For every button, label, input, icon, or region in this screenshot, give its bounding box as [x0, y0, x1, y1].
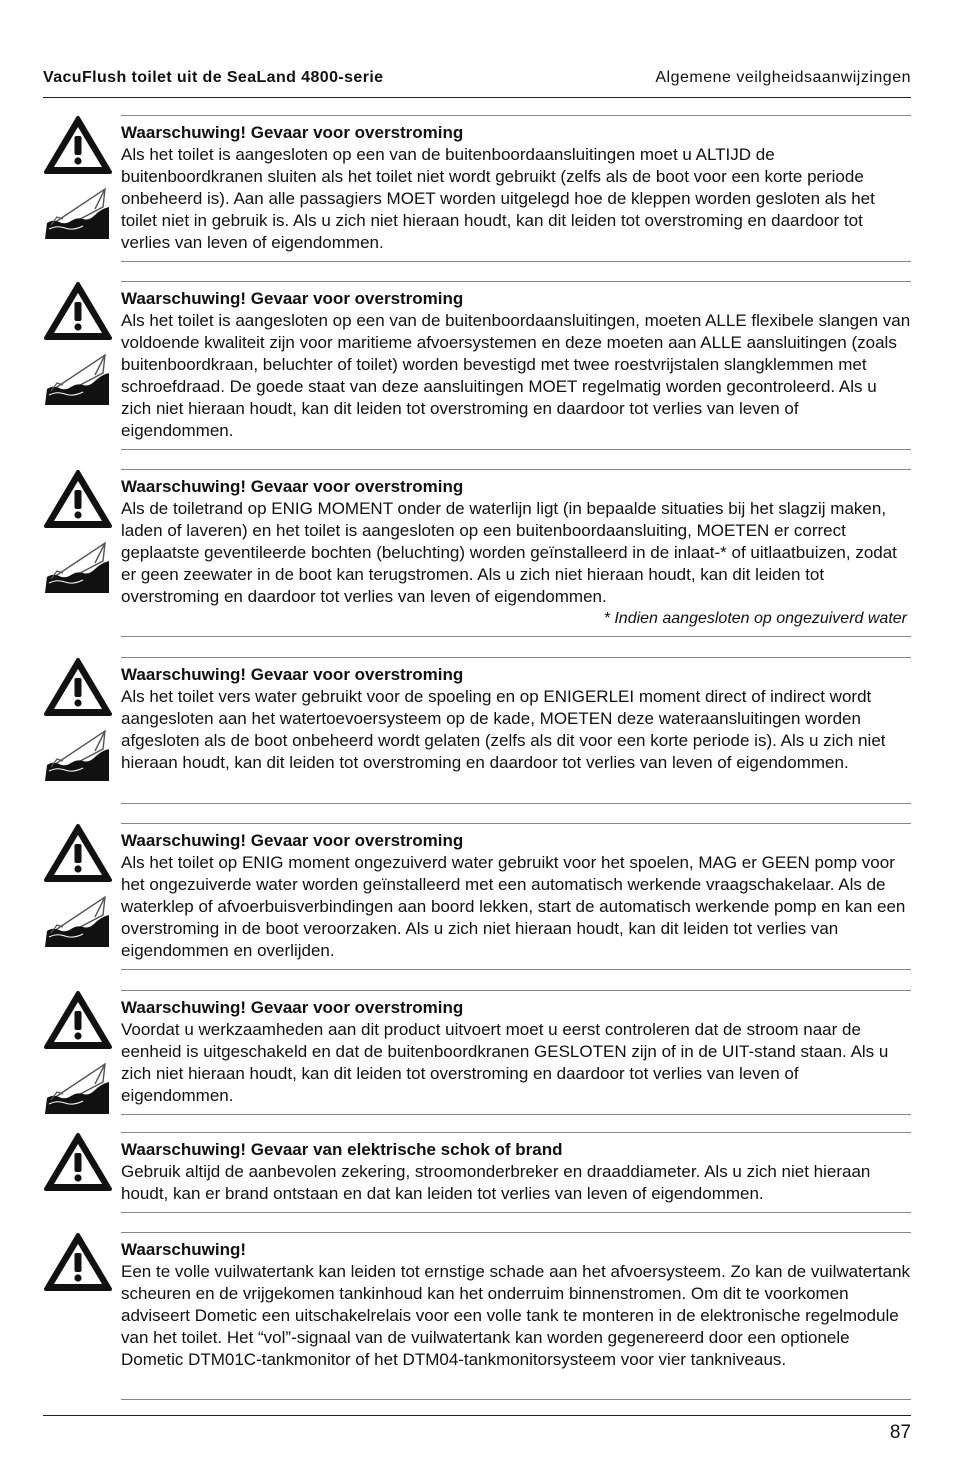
divider: [121, 261, 911, 262]
warning-triangle-icon: [43, 1132, 113, 1192]
warning-block: [43, 1232, 911, 1400]
warning-title: Waarschuwing! Gevaar van elektrische schok of brand: [121, 1140, 563, 1159]
divider: [121, 1232, 911, 1233]
warning-footnote: * Indien aangesloten op ongezuiverd water: [603, 610, 907, 627]
warning-title: Waarschuwing! Gevaar voor overstroming: [121, 289, 464, 308]
warning-text: [121, 288, 911, 442]
divider: [121, 115, 911, 116]
warning-block: [43, 823, 911, 970]
warning-title: Waarschuwing! Gevaar voor overstroming: [121, 123, 464, 142]
warning-text: [121, 664, 911, 774]
warning-title: Waarschuwing! Gevaar voor overstroming: [121, 477, 464, 496]
warning-text: [121, 997, 911, 1107]
warning-body: Als het toilet vers water gebruikt voor de spoeling en op ENIGERLEI moment direct of indirect wordt aangesloten aan het watertoevoersysteem op de kade, MOETEN deze wateraansluitingen worden afgesloten als de boot onbeheerd wordt gelaten (zelfs als dit voor een korte periode is). Als u zich niet hieraan houdt, kan dit leiden tot overstroming en daardoor tot verlies van leven of eigendommen.: [121, 687, 886, 772]
divider: [121, 469, 911, 470]
divider: [121, 1132, 911, 1133]
warning-body: Gebruik altijd de aanbevolen zekering, stroomonderbreker en draaddiameter. Als u zich niet hieraan houdt, kan er brand ontstaan en dat kan leiden tot verlies van leven of eigendommen.: [121, 1162, 871, 1203]
warning-icons: [43, 469, 113, 593]
warning-icons: [43, 1232, 113, 1292]
document-title: VacuFlush toilet uit de SeaLand 4800-serie: [43, 69, 384, 86]
divider: [121, 990, 911, 991]
divider: [121, 449, 911, 450]
flood-icon: [43, 185, 111, 239]
warning-icons: [43, 1132, 113, 1192]
warning-triangle-icon: [43, 657, 113, 717]
warning-icons: [43, 823, 113, 947]
warning-block: [43, 1132, 911, 1213]
warning-icons: [43, 990, 113, 1114]
warning-triangle-icon: [43, 823, 113, 883]
warning-block: [43, 469, 911, 637]
section-title: Algemene veilgheidsaanwijzingen: [655, 69, 911, 86]
warning-body: Als het toilet op ENIG moment ongezuiverd water gebruikt voor het spoelen, MAG er GEEN pomp voor het ongezuiverde water worden geïnstalleerd met een automatisch werkende vraagschakelaar. Als de waterklep of afvoerbuisverbindingen aan boord lekken, start de automatisch werkende pomp en kan een overstroming in de boot veroorzaken. Als u zich niet hieraan houdt, kan dit leiden tot verlies van eigendommen en overlijden.: [121, 853, 906, 960]
warning-icons: [43, 281, 113, 405]
divider: [121, 969, 911, 970]
warning-block: [43, 990, 911, 1115]
divider: [121, 1399, 911, 1400]
page-number: 87: [889, 1422, 911, 1443]
warning-text: [121, 830, 911, 962]
divider: [121, 1114, 911, 1115]
warning-block: [43, 115, 911, 262]
page-header: [43, 69, 911, 98]
warning-title: Waarschuwing! Gevaar voor overstroming: [121, 665, 464, 684]
divider: [121, 636, 911, 637]
warning-icons: [43, 657, 113, 781]
warning-triangle-icon: [43, 990, 113, 1050]
warning-triangle-icon: [43, 469, 113, 529]
warning-body: Als de toiletrand op ENIG MOMENT onder de waterlijn ligt (in bepaalde situaties bij het slagzij maken, laden of laveren) en het toilet is aangesloten op een buitenboordaansluiting, MOETEN er correct geplaatste geventileerde bochten (beluchting) worden geïnstalleerd in de inlaat-* of uitlaatbuizen, zodat er geen zeewater in de boot kan terugstromen. Als u zich niet hieraan houdt, kan dit leiden tot overstroming en daardoor tot verlies van leven of eigendommen.: [121, 499, 897, 606]
page-footer-rule: [43, 1415, 911, 1416]
warning-title: Waarschuwing! Gevaar voor overstroming: [121, 831, 464, 850]
divider: [121, 281, 911, 282]
warning-text: [121, 476, 911, 630]
warning-triangle-icon: [43, 281, 113, 341]
warning-text: [121, 1239, 911, 1371]
warning-block: [43, 657, 911, 804]
flood-icon: [43, 893, 111, 947]
warning-body: Een te volle vuilwatertank kan leiden tot ernstige schade aan het afvoersysteem. Zo kan de vuilwatertank scheuren en de vrijgekomen tankinhoud kan het onderruim binnenstromen. Om dit te voorkomen adviseert Dometic een uitschakelrelais voor een volle tank te monteren in de elektronische regelmodule van het toilet. Het “vol”-signaal van de vuilwatertank kan worden gegenereerd door een optionele Dometic DTM01C-tankmonitor of het DTM04-tankmonitorsysteem voor vier tankniveaus.: [121, 1262, 911, 1369]
warning-title: Waarschuwing! Gevaar voor overstroming: [121, 998, 464, 1017]
warning-body: Als het toilet is aangesloten op een van de buitenboordaansluitingen, moeten ALLE flexibele slangen van voldoende kwaliteit zijn voor maritieme afvoersystemen en deze moeten aan ALLE aansluitingen (zoals buitenboordkraan, beluchter of toilet) worden bevestigd met twee roestvrijstalen slangklemmen met schroefdraad. De goede staat van deze aansluitingen MOET regelmatig worden gecontroleerd. Als u zich niet hieraan houdt, kan dit leiden tot overstroming en daardoor tot verlies van leven of eigendommen.: [121, 311, 911, 440]
warning-body: Voordat u werkzaamheden aan dit product uitvoert moet u eerst controleren dat de stroom naar de eenheid is uitgeschakeld en dat de buitenboordkranen GESLOTEN zijn of in de UIT-stand staan. Als u zich niet hieraan houdt, kan dit leiden tot overstroming en daardoor tot verlies van leven of eigendommen.: [121, 1020, 889, 1105]
warning-body: Als het toilet is aangesloten op een van de buitenboordaansluitingen moet u ALTIJD de buitenboordkranen sluiten als het toilet niet wordt gebruikt (zelfs als de boot voor een korte periode onbeheerd is). Aan alle passagiers MOET worden uitgelegd hoe de kleppen worden gesloten als het toilet niet in gebruik is. Als u zich niet hieraan houdt, kan dit leiden tot overstroming en daardoor tot verlies van leven of eigendommen.: [121, 145, 875, 252]
warning-triangle-icon: [43, 115, 113, 175]
divider: [121, 803, 911, 804]
divider: [121, 1212, 911, 1213]
warning-block: [43, 281, 911, 450]
warning-triangle-icon: [43, 1232, 113, 1292]
warning-title: Waarschuwing!: [121, 1240, 246, 1259]
divider: [121, 823, 911, 824]
flood-icon: [43, 1060, 111, 1114]
flood-icon: [43, 727, 111, 781]
warning-icons: [43, 115, 113, 239]
flood-icon: [43, 539, 111, 593]
warning-text: [121, 1139, 911, 1205]
warning-text: [121, 122, 911, 254]
flood-icon: [43, 351, 111, 405]
divider: [121, 657, 911, 658]
